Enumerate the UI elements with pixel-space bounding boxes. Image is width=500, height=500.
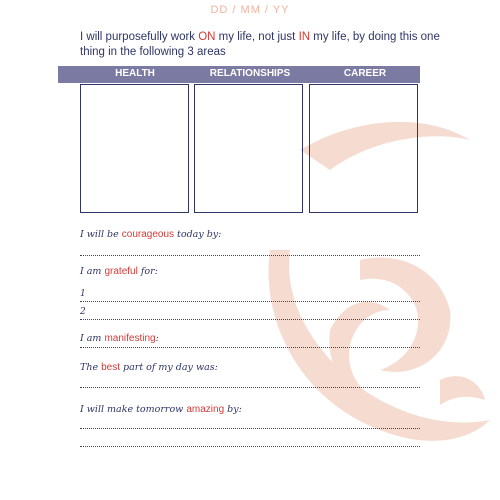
best-part-prompt (80, 362, 218, 373)
grateful-prompt (80, 266, 158, 277)
intro-statement (80, 30, 440, 60)
prompt-text: I will be (80, 229, 122, 240)
prompt-highlight: grateful (104, 266, 138, 277)
area-heading-career: CAREER (343, 68, 387, 79)
intro-text-3: my life, by doing this one thing in the following 3 areas (80, 31, 440, 58)
amazing-line-1[interactable] (80, 428, 420, 429)
grateful-item-number: 2 (80, 307, 86, 317)
relationships-box[interactable] (194, 84, 303, 213)
area-heading-health: HEALTH (115, 68, 155, 79)
grateful-line-2[interactable] (80, 319, 420, 320)
prompt-highlight: best (101, 362, 121, 373)
prompt-text: by: (224, 404, 242, 415)
health-box[interactable] (80, 84, 189, 213)
career-box[interactable] (309, 84, 418, 213)
prompt-text: today by: (174, 229, 222, 240)
intro-highlight-on: ON (198, 31, 216, 43)
area-heading-relationships: RELATIONSHIPS (209, 68, 291, 79)
prompt-highlight: amazing (186, 404, 225, 415)
intro-text-2: my life, not just (215, 31, 299, 43)
grateful-line-1[interactable] (80, 301, 420, 302)
best-part-line[interactable] (80, 387, 420, 388)
prompt-text: I am (80, 333, 105, 344)
amazing-prompt (80, 404, 242, 415)
prompt-text: I am (80, 266, 105, 277)
prompt-text: part of my day was: (120, 362, 218, 373)
prompt-text: The (80, 362, 102, 373)
areas-header-bar (58, 66, 420, 83)
courageous-line[interactable] (80, 255, 420, 256)
prompt-highlight: manifesting (104, 333, 156, 344)
prompt-text: for: (137, 266, 158, 277)
intro-highlight-in: IN (298, 31, 311, 43)
courageous-prompt (80, 229, 221, 240)
intro-text-1: I will purposefully work (80, 31, 199, 43)
prompt-text: : (155, 333, 159, 344)
grateful-item-number: 1 (80, 289, 86, 299)
date-field[interactable]: DD / MM / YY (210, 4, 290, 16)
manifesting-line[interactable] (80, 347, 420, 348)
amazing-line-2[interactable] (80, 446, 420, 447)
prompt-highlight: courageous (121, 229, 175, 240)
prompt-text: I will make tomorrow (80, 404, 187, 415)
manifesting-prompt (80, 333, 159, 344)
